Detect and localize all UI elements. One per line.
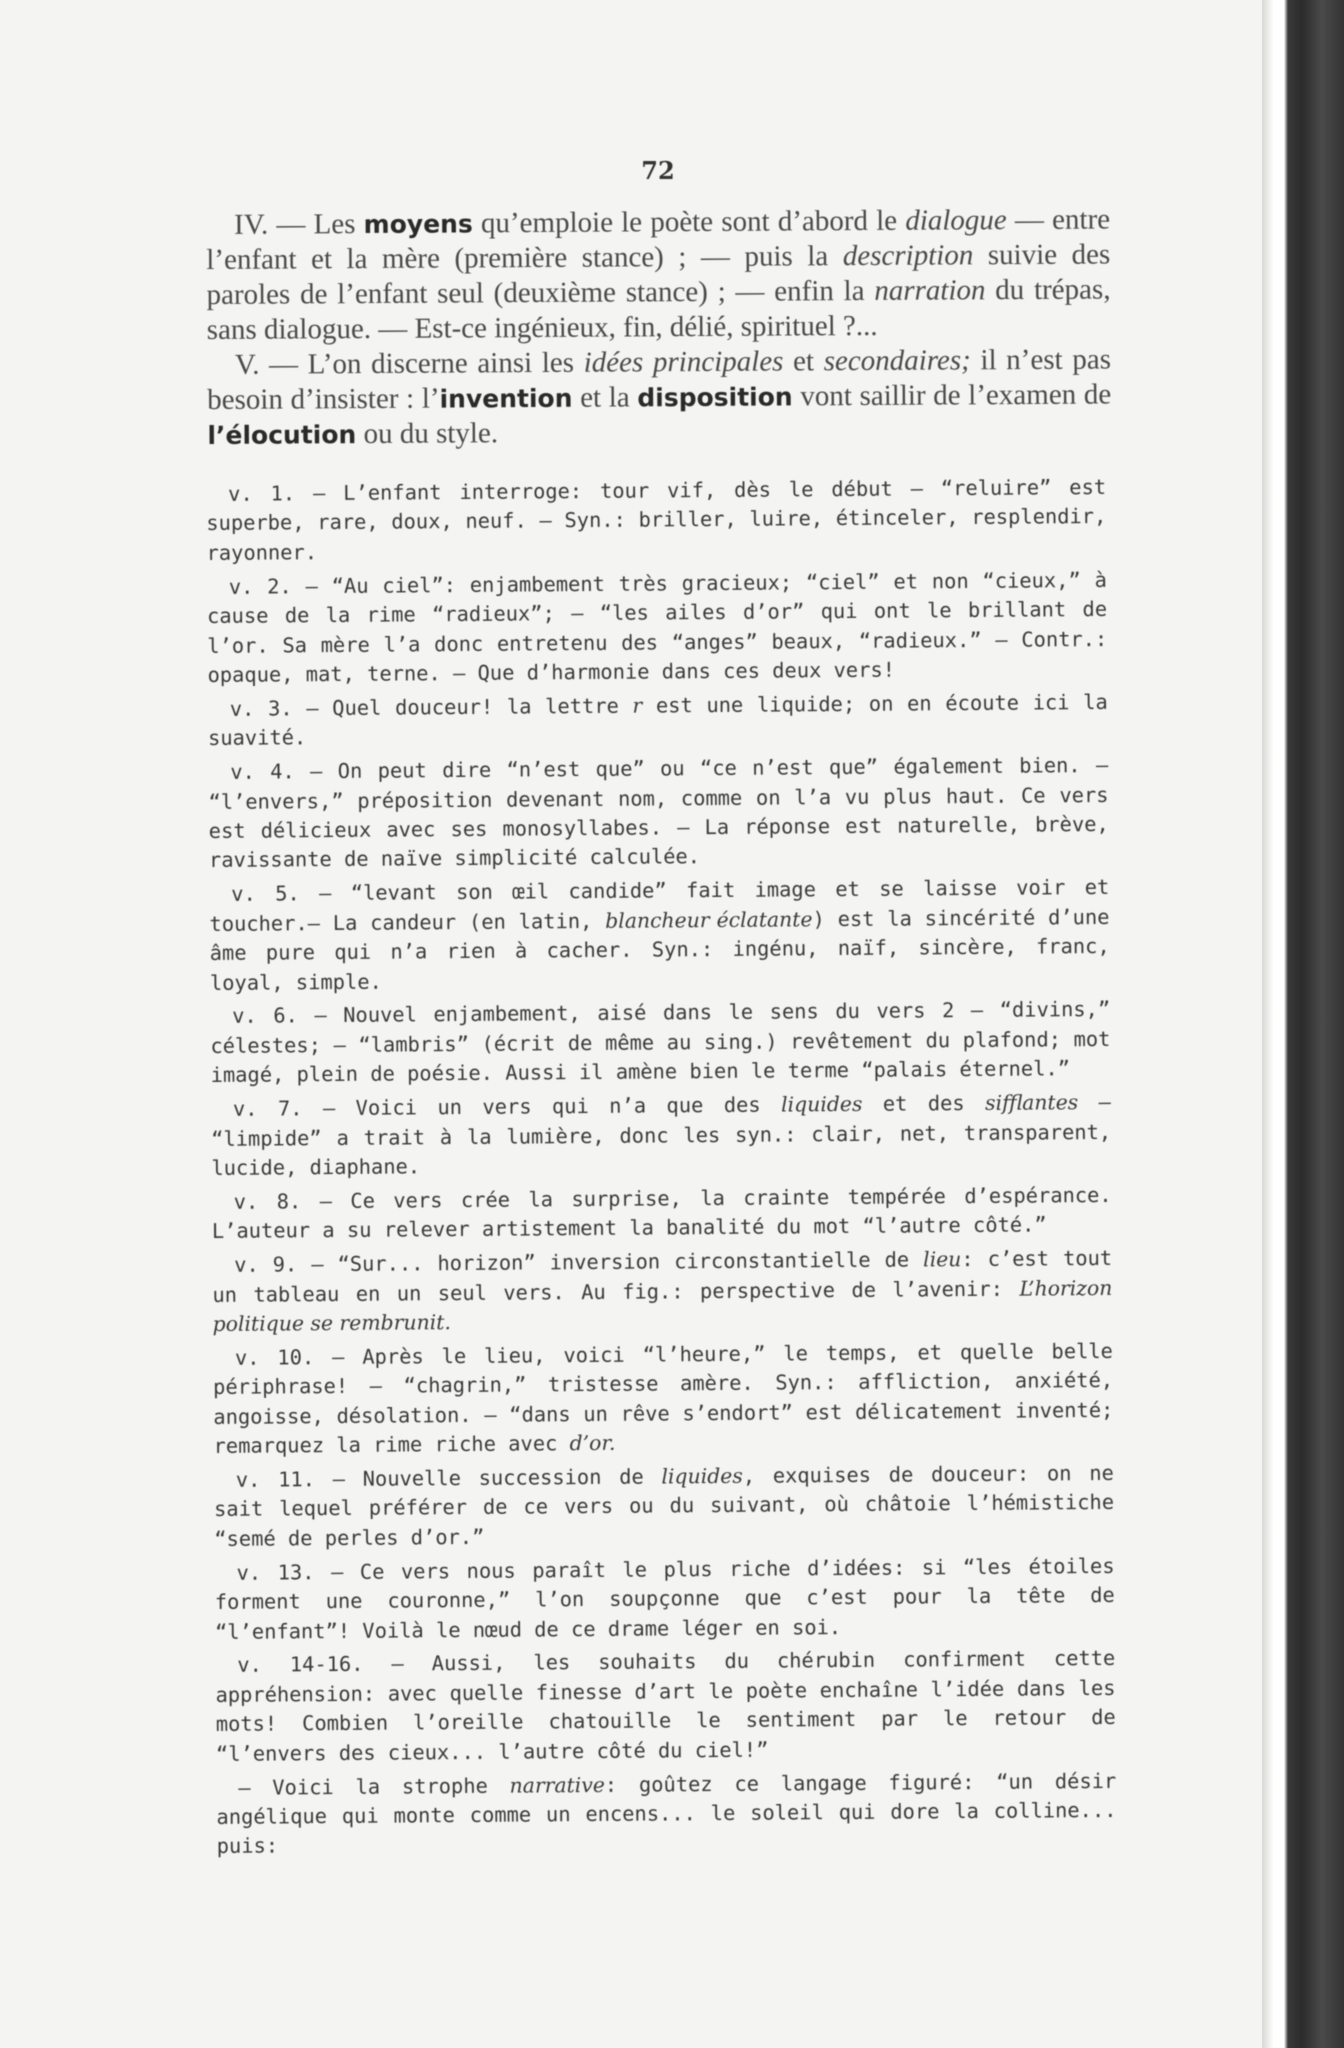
note-paragraph [215,1644,1116,1769]
text-run: du trépas, sans dialogue. — Est-ce ingénieux, fin, délié, spirituel ?... [206,273,1111,346]
note-paragraph [212,1181,1112,1247]
keyword: l’élocution [207,420,357,450]
text-run: V. — L’on discerne ainsi les [234,346,584,381]
italic-text: sifflantes [984,1090,1079,1116]
text-run: et des [862,1091,986,1116]
text-run: v. 1. — L’enfant interroge: tour vif, dès le début — “reluire” est superbe, rare, doux, neuf. — Syn.: briller, luire, étinceler, resplendir, rayonner. [206,474,1107,565]
note-paragraph [209,873,1110,998]
keyword: invention [439,383,573,414]
text-run: v. 5. — “levant son œil candide” fait image et se laisse voir et toucher.— La candeur (en latin, [209,875,1110,936]
text-run: — entre l’enfant et la mère (première stance) ; — puis la [206,203,1111,276]
page-number: 72 [641,156,675,185]
note-paragraph [214,1459,1115,1554]
italic-text: r [632,693,643,718]
text-run: v. 4. — On peut dire “n’est que” ou “ce n’est que” également bien. — “l’envers,” préposition devenant nom, comme on l’a vu plus haut. Ce vers est délicieux avec ses monosyllabes. — La réponse est naturelle, brève, ravissante de naïve simplicité calculée. [208,753,1109,873]
italic-text: lieu [923,1247,962,1272]
text-run: — Voici la strophe [238,1773,510,1800]
text-run: il n’est pas besoin d’insister : l’ [207,343,1112,416]
text-run: v. 2. — “Au ciel”: enjambement très gracieux; “ciel” et non “cieux,” à cause de la rime “radieux”; — “les ailes d’or” qui ont le brillant de l’or. Sa mère l’a donc entretenu des “anges” beaux, “radieux.” — Contr.: opaque, mat, terne. — Que d’harmonie dans ces deux vers! [206,567,1108,687]
note-paragraph [207,566,1108,691]
text-run: ) est la sincérité d’une âme pure qui n’a rien à cacher. Syn.: ingénu, naïf, sincère, franc, loyal, simple. [209,904,1110,995]
text-run: , exquises de douceur: on ne sait lequel préférer de ce vers ou du suivant, où châtoie l’hémistiche “semé de perles d’or.” [213,1460,1115,1551]
text-run: IV. — Les [234,208,364,241]
verse-notes [206,473,1117,1866]
intro-paragraph [206,202,1111,348]
italic-text: dialogue [905,204,1007,237]
intro-section [206,202,1111,453]
italic-text: liquides [780,1091,863,1117]
italic-text: narrative [509,1772,605,1798]
keyword: disposition [637,382,793,413]
note-paragraph [216,1766,1117,1861]
book-spine-edge [1262,0,1344,2048]
note-paragraph [214,1552,1115,1647]
text-run: v. 7. — Voici un vers qui n’a que des [232,1092,782,1121]
text-run: v. 9. — “Sur... horizon” inversion circonstantielle de [234,1247,924,1277]
italic-text: description [842,239,974,273]
italic-text: liquides [661,1463,743,1489]
text-run: : goûtez ce langage figuré: “un désir angélique qui monte comme un encens... le soleil qui dore la colline... puis: [216,1768,1117,1859]
note-paragraph [213,1337,1114,1462]
note-paragraph [206,473,1107,568]
text-run: v. 8. — Ce vers crée la surprise, la crainte tempérée d’espérance. L’auteur a su relever artistement la banalité du mot “l’autre côté.” [211,1182,1112,1244]
text-run: v. 3. — Quel douceur! la lettre [229,693,633,721]
italic-text: L’horizon politique se rembrunit. [212,1275,1113,1336]
keyword: moyens [363,209,473,240]
italic-text: idées principales [583,345,784,379]
text-run: — “limpide” a trait à la lumière, donc les syn.: clair, net, transparent, lucide, diaphane. [211,1090,1112,1180]
text-run: est une liquide; on en écoute ici la suavité. [207,689,1108,751]
note-paragraph [208,751,1109,876]
italic-text: blancheur éclatante [605,906,813,933]
note-paragraph [208,688,1108,754]
text-run: v. 11. — Nouvelle succession de [235,1464,662,1492]
text-run: v. 10. — Après le lieu, voici “l’heure,” le temps, et quelle belle périphrase! — “chagrin,” tristesse amère. Syn.: affliction, anxiété, angoisse, désolation. — “dans un rêve s’endort” est délicatement inventé; remarquez la rime riche avec [213,1338,1114,1459]
text-run: v. 6. — Nouvel enjambement, aisé dans le sens du vers 2 — “divins,” célestes; — “lambris” (écrit de même au sing.) revêtement du plafond; mot imagé, plein de poésie. Aussi il amène bien le terme “palais éternel.” [210,997,1111,1088]
note-paragraph [212,1244,1113,1339]
text-run: et la [572,381,638,414]
note-paragraph [210,995,1111,1090]
text-run: et [783,345,824,378]
text-run: ou du style. [356,417,499,451]
italic-text: narration [874,274,986,307]
note-paragraph [211,1088,1112,1183]
text-run: v. 13. — Ce vers nous paraît le plus riche d’idées: si “les étoiles forment une couronne,” l’on soupçonne que c’est pour la tête de “l’enfant”! Voilà le nœud de ce drame léger en soi. [214,1553,1115,1644]
intro-paragraph [207,342,1112,453]
italic-text: secondaires; [823,344,971,378]
text-run: suivie des paroles de l’enfant seul (deuxième stance) ; — enfin la [206,238,1111,311]
text-run: v. 14-16. — Aussi, les souhaits du chérubin confirment cette appréhension: avec quelle finesse d’art le poète enchaîne l’idée dans les mots! Combien l’oreille chatouille le sentiment par le retour de “l’envers des cieux... l’autre côté du ciel!” [215,1646,1116,1766]
italic-text: d’or. [569,1430,616,1456]
text-run: qu’emploie le poète sont d’abord le [472,204,906,240]
text-run: : c’est tout un tableau en un seul vers. Au fig.: perspective de l’avenir: [212,1246,1113,1307]
text-run: vont saillir de l’examen de [792,378,1112,413]
